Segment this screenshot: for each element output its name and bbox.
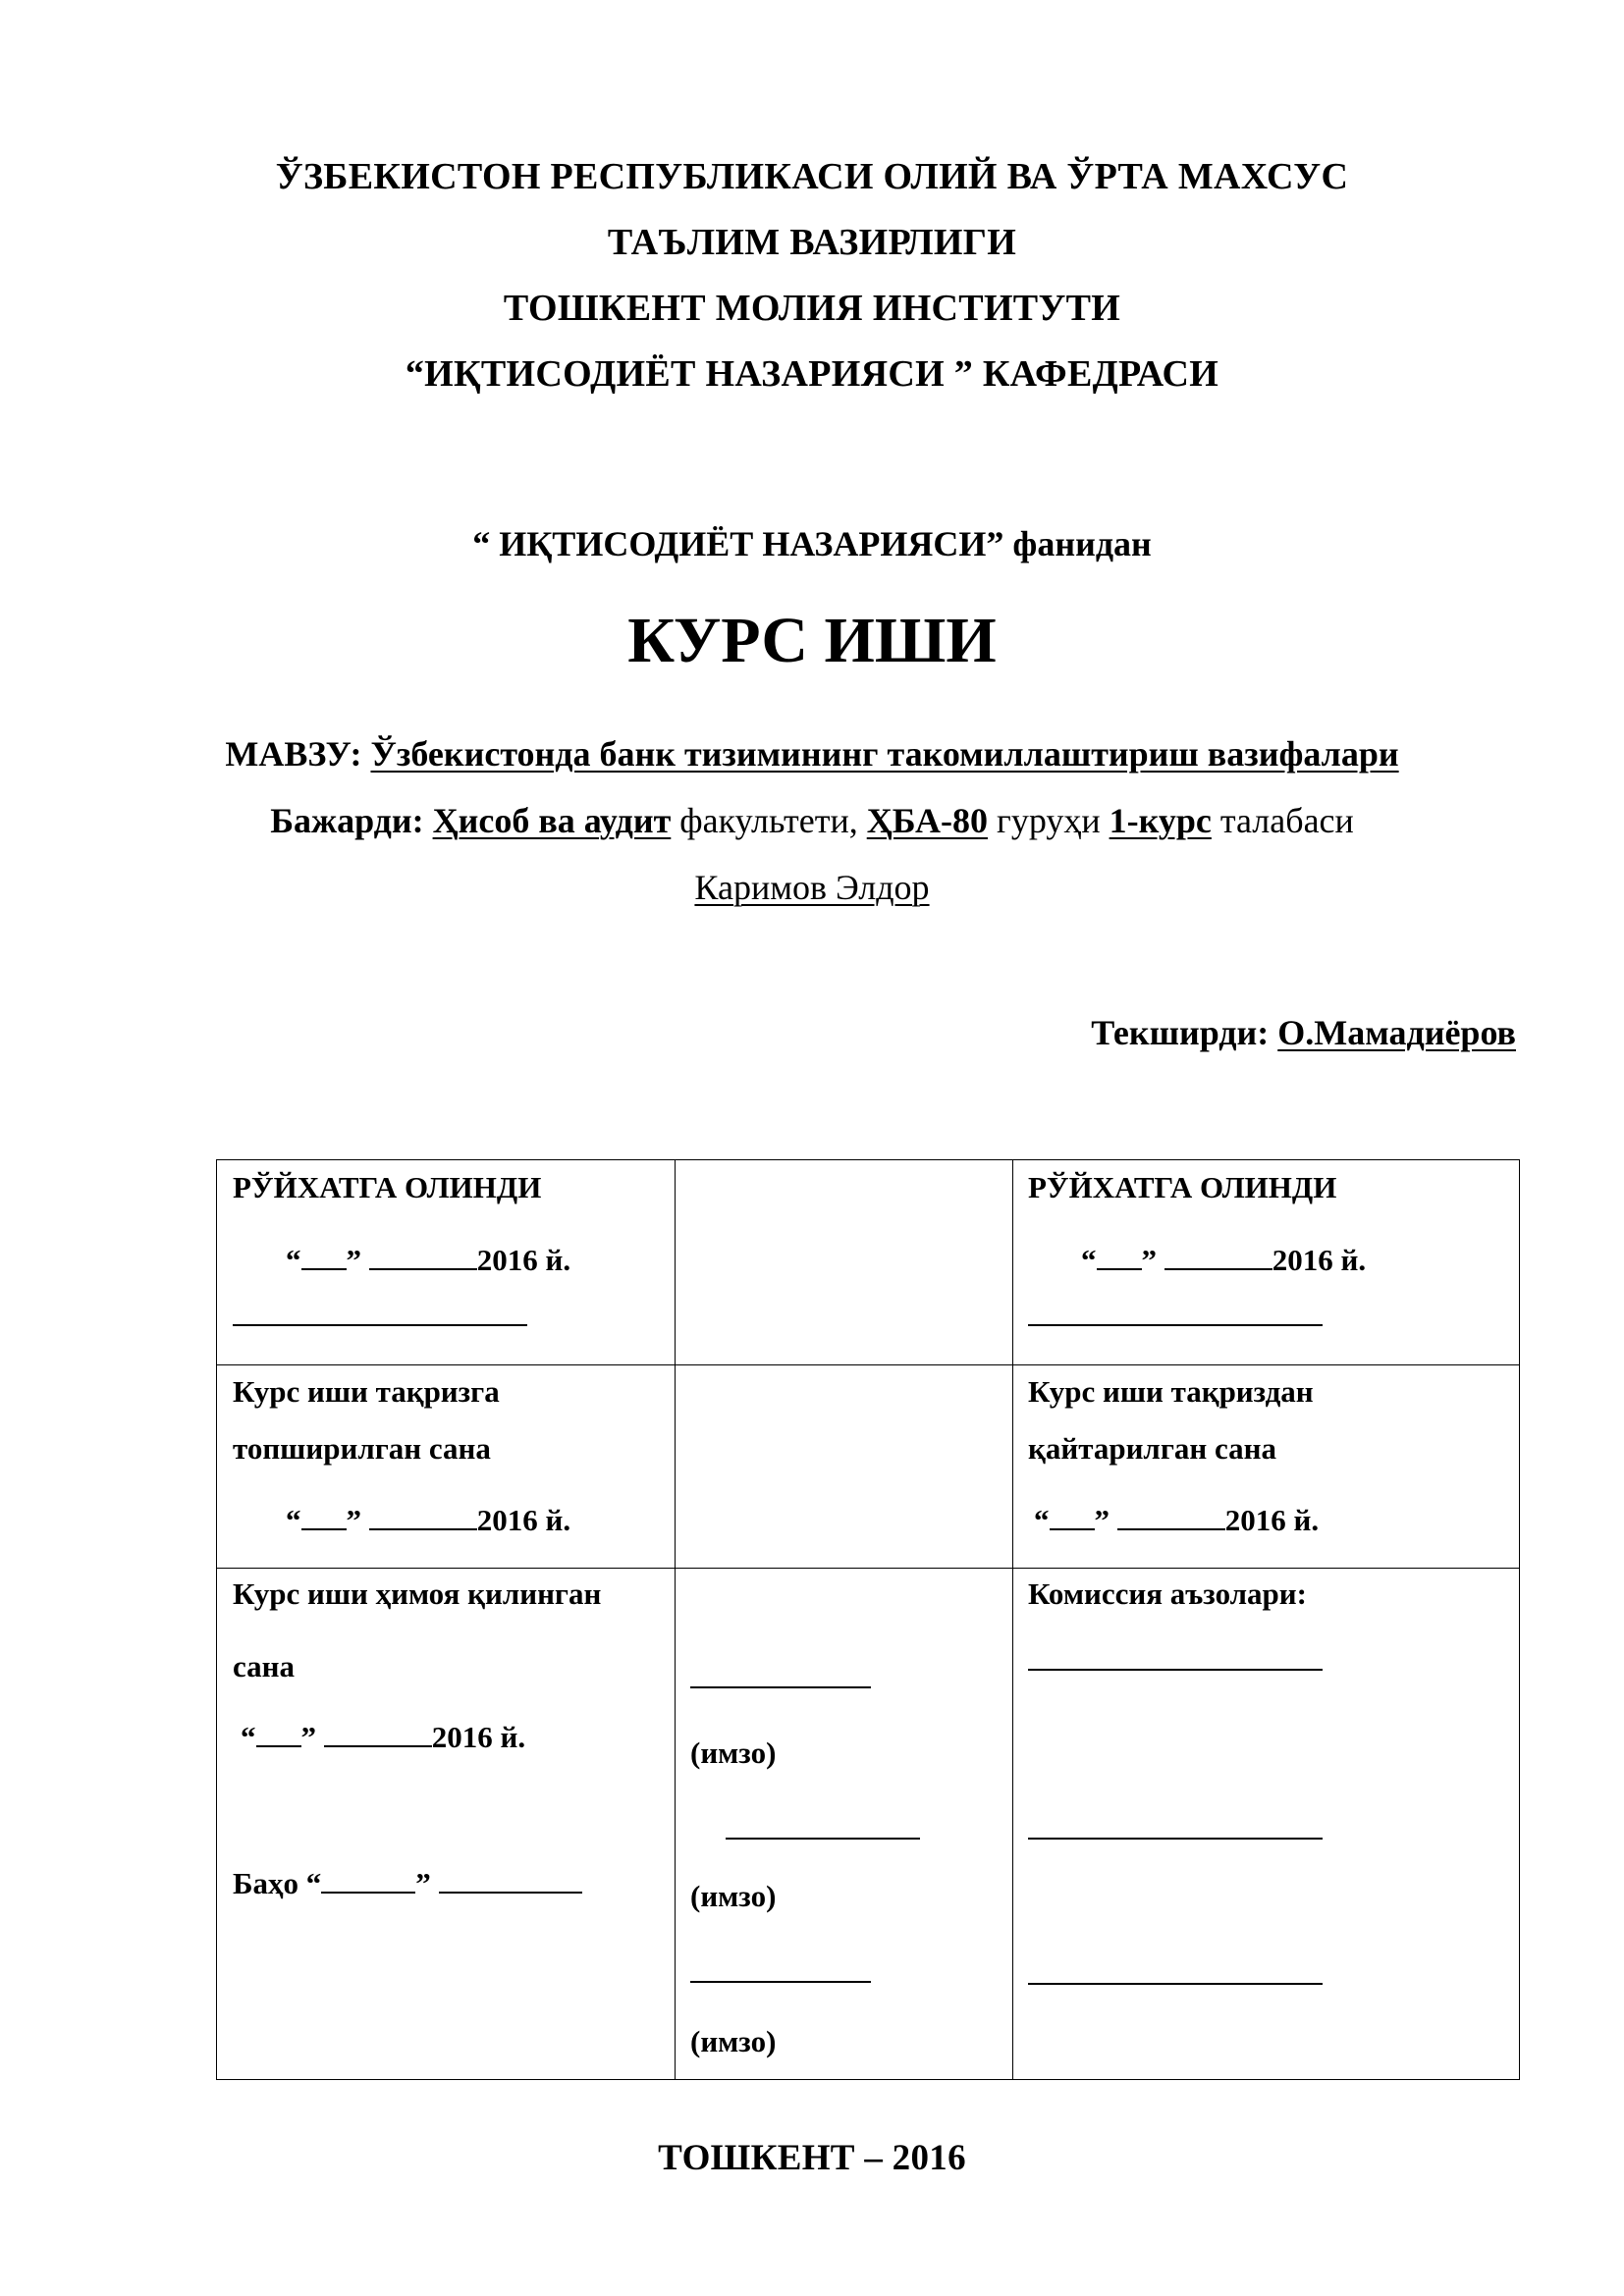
city-year-footer: ТОШКЕНТ – 2016 <box>658 2138 966 2178</box>
table-divider <box>1012 1160 1013 2079</box>
review-return-date <box>1034 1503 1319 1538</box>
course-suffix: талабаси <box>1211 801 1354 840</box>
grade-label: Баҳо “ <box>233 1866 322 1900</box>
date-quote-open: “ <box>1034 1503 1050 1537</box>
student-name-line <box>0 867 1624 908</box>
grade-score-blank <box>321 1866 415 1894</box>
date-quote-close: ” <box>346 1503 369 1537</box>
review-sent-date <box>286 1503 570 1538</box>
commission-member-line <box>1028 1669 1323 1671</box>
date-month-blank <box>324 1720 432 1747</box>
topic-label: МАВЗУ: <box>225 734 362 774</box>
date-quote-close: ” <box>346 1243 369 1277</box>
ministry-line-2: ТАЪЛИМ ВАЗИРЛИГИ <box>607 222 1017 263</box>
defended-label-1: Курс иши ҳимоя қилинган <box>233 1576 602 1611</box>
registered-left-date <box>286 1243 570 1278</box>
date-month-blank <box>1117 1503 1225 1530</box>
date-quote-open: “ <box>286 1503 301 1537</box>
date-quote-close: ” <box>300 1720 324 1754</box>
date-month-blank <box>1164 1243 1272 1270</box>
date-day-blank <box>256 1720 301 1747</box>
signature-line <box>690 1686 871 1688</box>
commission-label: Комиссия аъзолари: <box>1028 1576 1307 1611</box>
date-year: 2016 й. <box>1272 1243 1367 1277</box>
commission-member-line <box>1028 1983 1323 1985</box>
page-title: КУРС ИШИ <box>627 605 997 676</box>
date-year: 2016 й. <box>476 1243 571 1277</box>
registered-left-label: РЎЙХАТГА ОЛИНДИ <box>233 1170 542 1204</box>
date-quote-open: “ <box>241 1720 256 1754</box>
table-divider <box>675 1160 676 2079</box>
table-divider <box>217 1364 1519 1365</box>
signature-line <box>726 1838 920 1840</box>
date-day-blank <box>301 1503 347 1530</box>
date-day-blank <box>1050 1503 1095 1530</box>
signature-line <box>233 1324 527 1326</box>
date-day-blank <box>1097 1243 1142 1270</box>
review-sent-label-2: топширилган сана <box>233 1431 491 1466</box>
signature-caption: (имзо) <box>690 1879 777 1913</box>
faculty-suffix: факультети, <box>671 801 867 840</box>
performer-line <box>0 800 1624 841</box>
faculty-name: Ҳисоб ва аудит <box>432 801 672 840</box>
grade-field <box>233 1866 582 1901</box>
review-return-label-2: қайтарилган сана <box>1028 1431 1277 1466</box>
date-year: 2016 й. <box>476 1503 571 1537</box>
review-sent-label-1: Курс иши тақризга <box>233 1374 500 1409</box>
department-name: “ИҚТИСОДИЁТ НАЗАРИЯСИ ” КАФЕДРАСИ <box>405 353 1219 395</box>
defended-label-2: сана <box>233 1649 295 1683</box>
grade-quote-close: ” <box>415 1866 439 1900</box>
group-name: ҲБА-80 <box>866 801 989 840</box>
subject-suffix: фанидан <box>1003 524 1152 563</box>
date-month-blank <box>369 1503 477 1530</box>
signature-caption: (имзо) <box>690 1735 777 1770</box>
defended-date <box>241 1720 525 1755</box>
registration-table <box>216 1159 1520 2080</box>
course-name: 1-курс <box>1109 801 1212 840</box>
student-name: Каримов Элдор <box>694 868 930 907</box>
ministry-line-1: ЎЗБЕКИСТОН РЕСПУБЛИКАСИ ОЛИЙ ВА ЎРТА МАХСУС <box>275 156 1349 197</box>
checker-label: Текширди: <box>1091 1013 1270 1052</box>
performer-label: Бажарди: <box>270 801 424 840</box>
group-suffix: гуруҳи <box>988 801 1110 840</box>
date-year: 2016 й. <box>1224 1503 1320 1537</box>
topic-value: Ўзбекистонда банк тизимининг такомиллаштириш вазифалари <box>370 734 1399 774</box>
grade-word-blank <box>439 1866 582 1894</box>
subject-name: “ ИҚТИСОДИЁТ НАЗАРИЯСИ” <box>472 524 1004 563</box>
topic-line <box>0 733 1624 774</box>
commission-member-line <box>1028 1838 1323 1840</box>
date-month-blank <box>369 1243 477 1270</box>
review-return-label-1: Курс иши тақриздан <box>1028 1374 1314 1409</box>
signature-caption: (имзо) <box>690 2024 777 2058</box>
signature-line <box>690 1981 871 1983</box>
registered-right-label: РЎЙХАТГА ОЛИНДИ <box>1028 1170 1337 1204</box>
date-quote-open: “ <box>286 1243 301 1277</box>
date-year: 2016 й. <box>431 1720 526 1754</box>
date-quote-close: ” <box>1141 1243 1164 1277</box>
date-quote-open: “ <box>1081 1243 1097 1277</box>
table-divider <box>217 1568 1519 1569</box>
date-quote-close: ” <box>1094 1503 1117 1537</box>
checker-line <box>1091 1012 1516 1053</box>
checker-name: О.Мамадиёров <box>1277 1013 1516 1052</box>
subject-line <box>0 523 1624 564</box>
signature-line <box>1028 1324 1323 1326</box>
institute-name: ТОШКЕНТ МОЛИЯ ИНСТИТУТИ <box>503 288 1121 329</box>
registered-right-date <box>1081 1243 1366 1278</box>
date-day-blank <box>301 1243 347 1270</box>
